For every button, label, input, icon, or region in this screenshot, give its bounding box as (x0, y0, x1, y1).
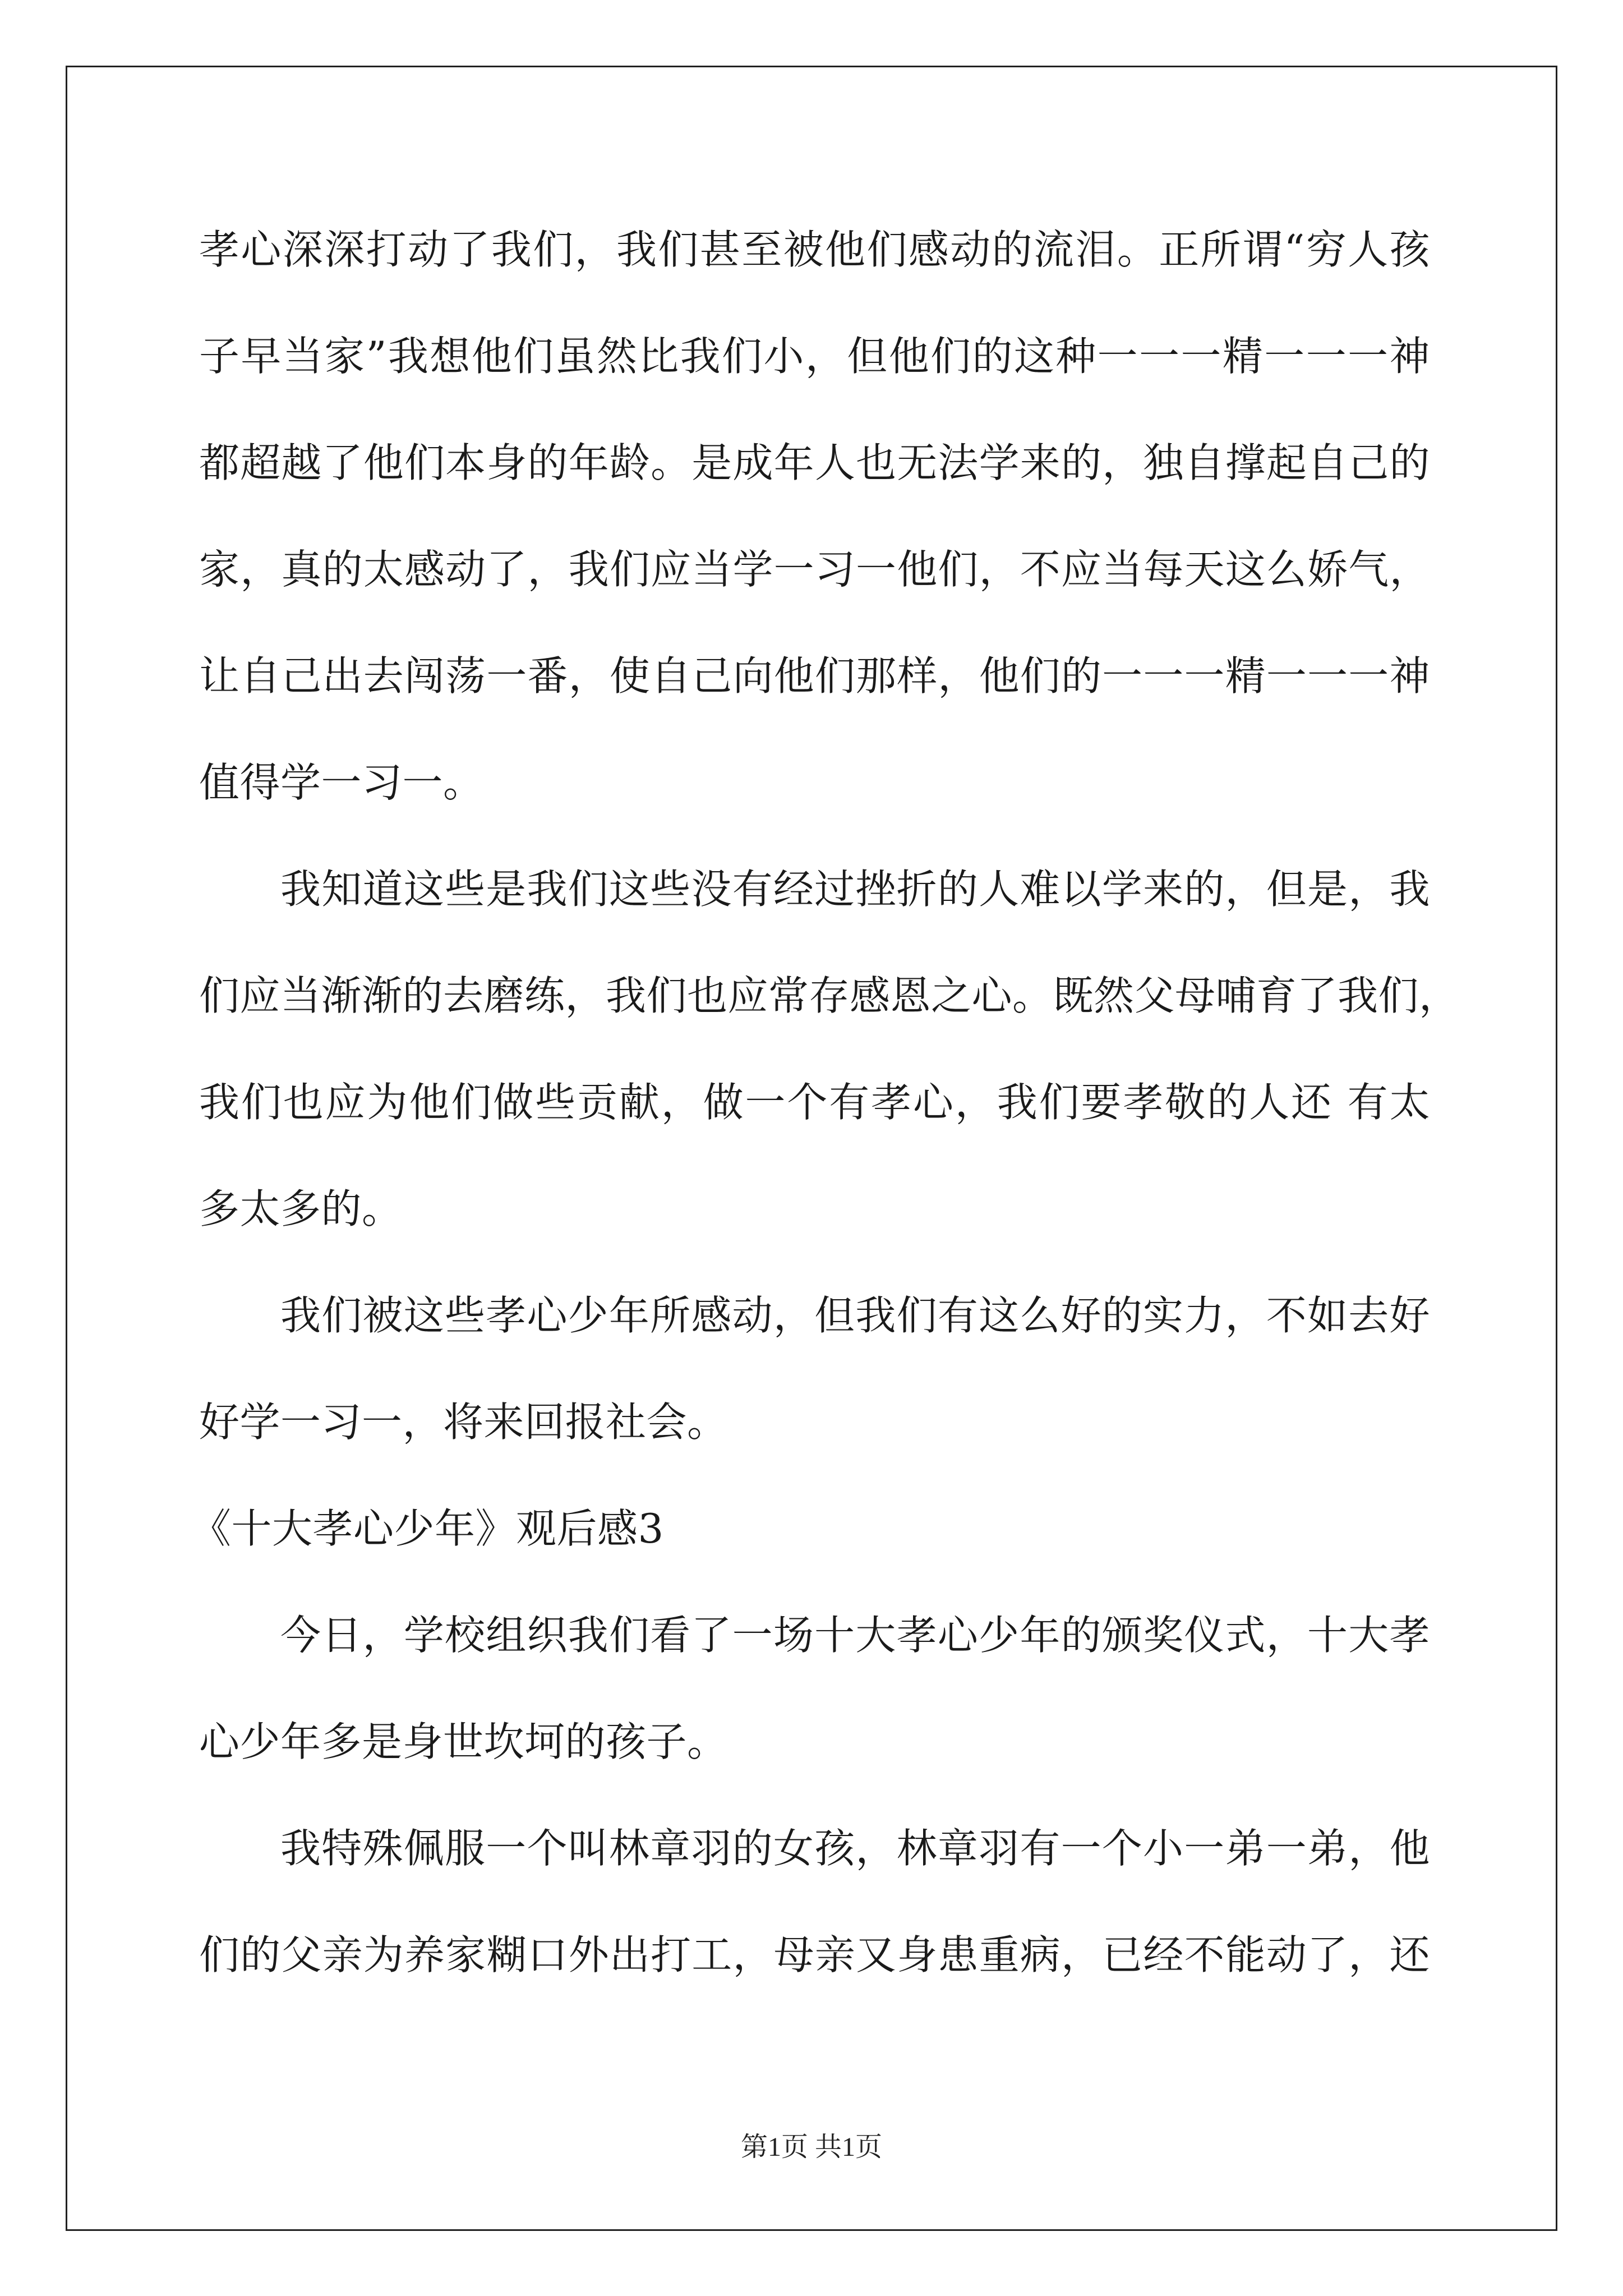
text-line-14: 心少年多是身世坎坷的孩子。 (199, 1718, 728, 1765)
text-line-10: 多太多的。 (199, 1185, 403, 1232)
page-footer: 第1页 共1页 (740, 2132, 882, 2162)
page-frame (66, 66, 1557, 2231)
text-line-2: 子早当家”我想他们虽然比我们小，但他们的这种一一一精一一一神 (199, 333, 1430, 380)
text-line-6: 值得学一习一。 (199, 759, 484, 806)
text-line-1: 孝心深深打动了我们，我们甚至被他们感动的流泪。正所谓“穷人孩 (199, 226, 1430, 273)
text-line-5: 让自己出去闯荡一番，使自己向他们那样，他们的一一一精一一一神 (199, 652, 1430, 700)
text-line-15: 我特殊佩服一个叫林章羽的女孩，林章羽有一个小一弟一弟，他 (280, 1825, 1430, 1872)
text-line-13: 今日，学校组织我们看了一场十大孝心少年的颁奖仪式，十大孝 (280, 1612, 1430, 1659)
text-line-8: 们应当渐渐的去磨练，我们也应常存感恩之心。既然父母哺育了我们， (199, 972, 1460, 1019)
text-line-12: 好学一习一，将来回报社会。 (199, 1398, 728, 1446)
text-line-3: 都超越了他们本身的年龄。是成年人也无法学来的，独自撑起自己的 (199, 439, 1430, 486)
section-heading: 《十大孝心少年》观后感3 (191, 1505, 664, 1552)
text-line-7: 我知道这些是我们这些没有经过挫折的人难以学来的，但是，我 (280, 866, 1430, 913)
text-line-4: 家，真的太感动了，我们应当学一习一他们，不应当每天这么娇气， (199, 546, 1430, 593)
text-line-16: 们的父亲为养家糊口外出打工，母亲又身患重病，已经不能动了，还 (199, 1931, 1430, 1978)
text-line-11: 我们被这些孝心少年所感动，但我们有这么好的实力，不如去好 (280, 1292, 1430, 1339)
text-line-9: 我们也应为他们做些贡献，做一个有孝心，我们要孝敬的人还 有太 (199, 1079, 1430, 1126)
